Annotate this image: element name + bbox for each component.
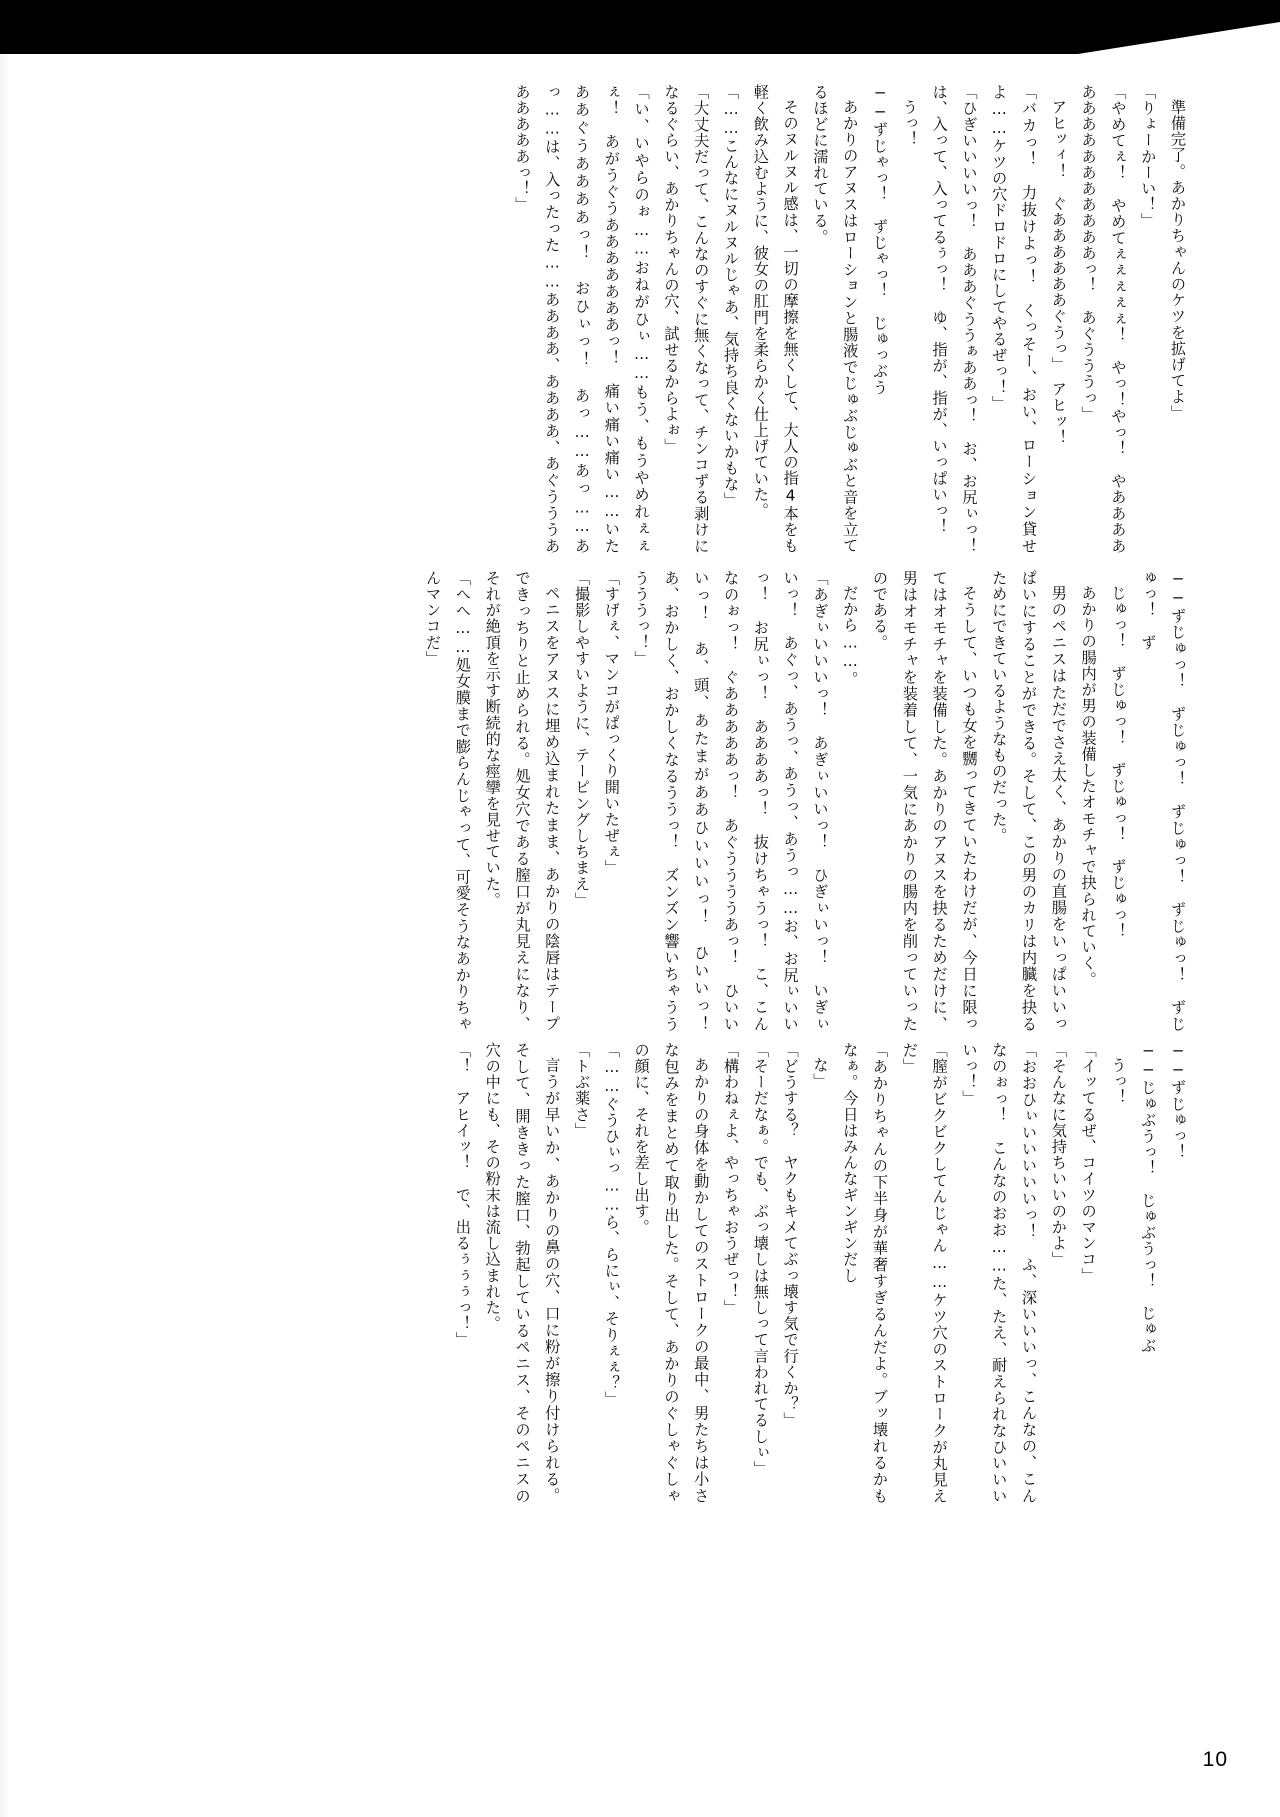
paragraph: うっ！ bbox=[900, 99, 919, 148]
paragraph: じゅっ！ ずじゅっ！ ずじゅっ！ ずじゅっ！ bbox=[1109, 585, 1128, 940]
paragraph: 「おおひぃいいいいいっ！ ふ、深いいいっ、こんなの、こんなのぉっ！ こんなのおお……た、たえ、耐えられなひいいいいっ！」 bbox=[960, 1042, 1039, 1504]
paragraph: 「撮影しやすいように、テーピングしちまえ」 bbox=[573, 570, 592, 909]
paragraph: うっ！ bbox=[1109, 1057, 1128, 1106]
paragraph: ペニスをアヌスに埋め込まれたまま、あかりの陰唇はテープできっちりと止められる。処女穴である膣口が丸見えになり、それが絶頂を示す断続的な痙攣を見せていた。 bbox=[483, 570, 562, 1032]
paragraph: ──ずじゅっ！ bbox=[1169, 1042, 1187, 1161]
paragraph: 「構わねぇよ、やっちゃおうぜっ！」 bbox=[722, 1042, 741, 1316]
paragraph: ──ずじゃっ！ ずじゃっ！ じゅっぶう bbox=[871, 84, 890, 396]
paragraph: 「……こんなにヌルヌルじゃあ、気持ち良くないかもな」 bbox=[722, 84, 741, 509]
paragraph: そうして、いつも女を嬲ってきていたわけだが、今日に限ってはオモチャを装備した。あかりのアヌスを抉るためだけに、男はオモチャを装着して、一気にあかりの腸内を削っていったのである。 bbox=[871, 570, 979, 1032]
paragraph: 「やめてぇ！ やめてぇぇぇぇぇ！ やっ！やっ！ やあああああああああああああああっ！ あぐうううっ」 bbox=[1079, 84, 1128, 554]
paragraph: 「どうする？ ヤクもキメてぶっ壊す気で行くか？」 bbox=[781, 1042, 800, 1429]
paragraph: 「あぎぃいいいっ！ あぎぃいいっ！ ひぎぃいっ！ いぎぃいっ！ あぐっ、あうっ、あうっ、あうっ……お、お尻ぃいいっ！ お尻ぃっ！ ああああっ！ 抜けちゃうっ！ こ、こんなのぉっ！ ぐあああああっ！ あぐううううあっ！ ひいいいっ！ あ、頭、あたまがああひいいいっ！ ひいいっ！ あ、おかしく、おかしくなるううっ！ ズンズン響いちゃうううううっ！」 bbox=[632, 570, 830, 1049]
paragraph: あかりの腸内が男の装備したオモチャで抉られていく。 bbox=[1079, 585, 1098, 988]
paragraph: 「……ぐうひぃっ……ら、らにぃ、そりぇぇ？」 bbox=[602, 1042, 621, 1408]
paragraph: あかりのアヌスはローションと腸液でじゅぶじゅぶと音を立てるほどに濡れている。 bbox=[811, 84, 860, 554]
paper-edge-shading bbox=[0, 54, 10, 1817]
paragraph: 言うが早いか、あかりの鼻の穴、口に粉が擦り付けられる。そして、開ききった膣口、勃起しているペニス、そのペニスの穴の中にも、その粉末は流し込まれた。 bbox=[483, 1042, 562, 1504]
text-block-middle bbox=[144, 570, 1192, 1049]
paragraph: 「あかりちゃんの下半身が華奢すぎるんだよ。ブッ壊れるかもなぁ。今日はみんなギンギンだし bbox=[841, 1042, 890, 1504]
paragraph: 「膣がビクビクしてんじゃん……ケツ穴のストロークが丸見えだ」 bbox=[900, 1042, 949, 1504]
paragraph: 「すげぇ、マンコがぱっくり開いたぜぇ」 bbox=[602, 570, 621, 876]
paragraph: そのヌルヌル感は、一切の摩擦を無くして、大人の指4本をも軽く飲み込むように、彼女の肛門を柔らかく仕上げていた。 bbox=[751, 84, 800, 554]
paragraph: 「そーだなぁ。でも、ぶっ壊しは無しって言われてるしぃ」 bbox=[751, 1042, 770, 1477]
paragraph: 「イッてるぜ、コイツのマンコ」 bbox=[1079, 1042, 1098, 1284]
paragraph: あかりの身体を動かしてのストロークの最中、男たちは小さな包みをまとめて取り出した。そして、あかりのぐしゃぐしゃの顔に、それを差し出す。 bbox=[632, 1042, 711, 1504]
paragraph: 「ひぎいいいいっ！ あああぐううぁああっ！ お、お尻ぃっ！ は、入って、入ってるぅっ！ ゆ、指が、指が、いっぱいっ！ bbox=[930, 84, 979, 571]
paragraph: 「へへ……処女膜まで膨らんじゃって、可愛そうなあかりちゃんマンコだ」 bbox=[424, 570, 472, 1032]
paragraph: だから……。 bbox=[841, 585, 860, 688]
paragraph: ──ずじゅっ！ ずじゅっ！ ずじゅっ！ ずじゅっ！ ずじゅっ！ ず bbox=[1139, 570, 1187, 1032]
header-black-band bbox=[0, 0, 1280, 60]
paragraph: 「い、いやらのぉ……おねがひぃ……もう、もうやめれぇぇぇ！ あがうぐうあああああああっ！ 痛い痛い痛い……いたああぐうああああっ！ おひぃっ！ あっ……あっ……あっ……は、入ったった……ああああ、ああああ、あぐうううああああああっ！」 bbox=[513, 84, 651, 554]
paragraph: 「大丈夫だって、こんなのすぐに無くなって、チンコずる剥けになるぐらい、あかりちゃんの穴、試せるからよぉ」 bbox=[662, 84, 711, 554]
paragraph: 準備完了。あかりちゃんのケツを拡げてよ」 bbox=[1169, 99, 1187, 422]
paragraph: 「そんなに気持ちいいのかよ」 bbox=[1049, 1042, 1068, 1268]
paragraph: 「トぶ薬さ」 bbox=[573, 1042, 592, 1139]
paragraph: 「バカっ！ 力抜けよっ！ くっそー、おい、ローション貸せよ……ケツの穴ドロドロにしてやるぜっ！」 bbox=[990, 84, 1039, 554]
paragraph: 「りょーかーい！」 bbox=[1139, 84, 1158, 229]
page-number: 10 bbox=[1202, 1748, 1228, 1771]
paragraph: 「！ アヒイッ！ で、出るぅぅぅっ！」 bbox=[453, 1042, 472, 1348]
text-block-lower bbox=[144, 1042, 1192, 1504]
paragraph: アヒッィ！ ぐああああああぐうっ」 アヒッ！ bbox=[1049, 99, 1068, 446]
paragraph: 男のペニスはただでさえ太く、あかりの直腸をいっぱいいっぱいにすることができる。そして、この男のカリは内臓を抉るためにできているようなものだった。 bbox=[990, 570, 1068, 1032]
paragraph: な」 bbox=[811, 1057, 830, 1090]
paragraph: ──じゅぶうっ！ じゅぶうっ！ じゅぶ bbox=[1139, 1042, 1158, 1354]
text-block-upper bbox=[144, 84, 1192, 571]
